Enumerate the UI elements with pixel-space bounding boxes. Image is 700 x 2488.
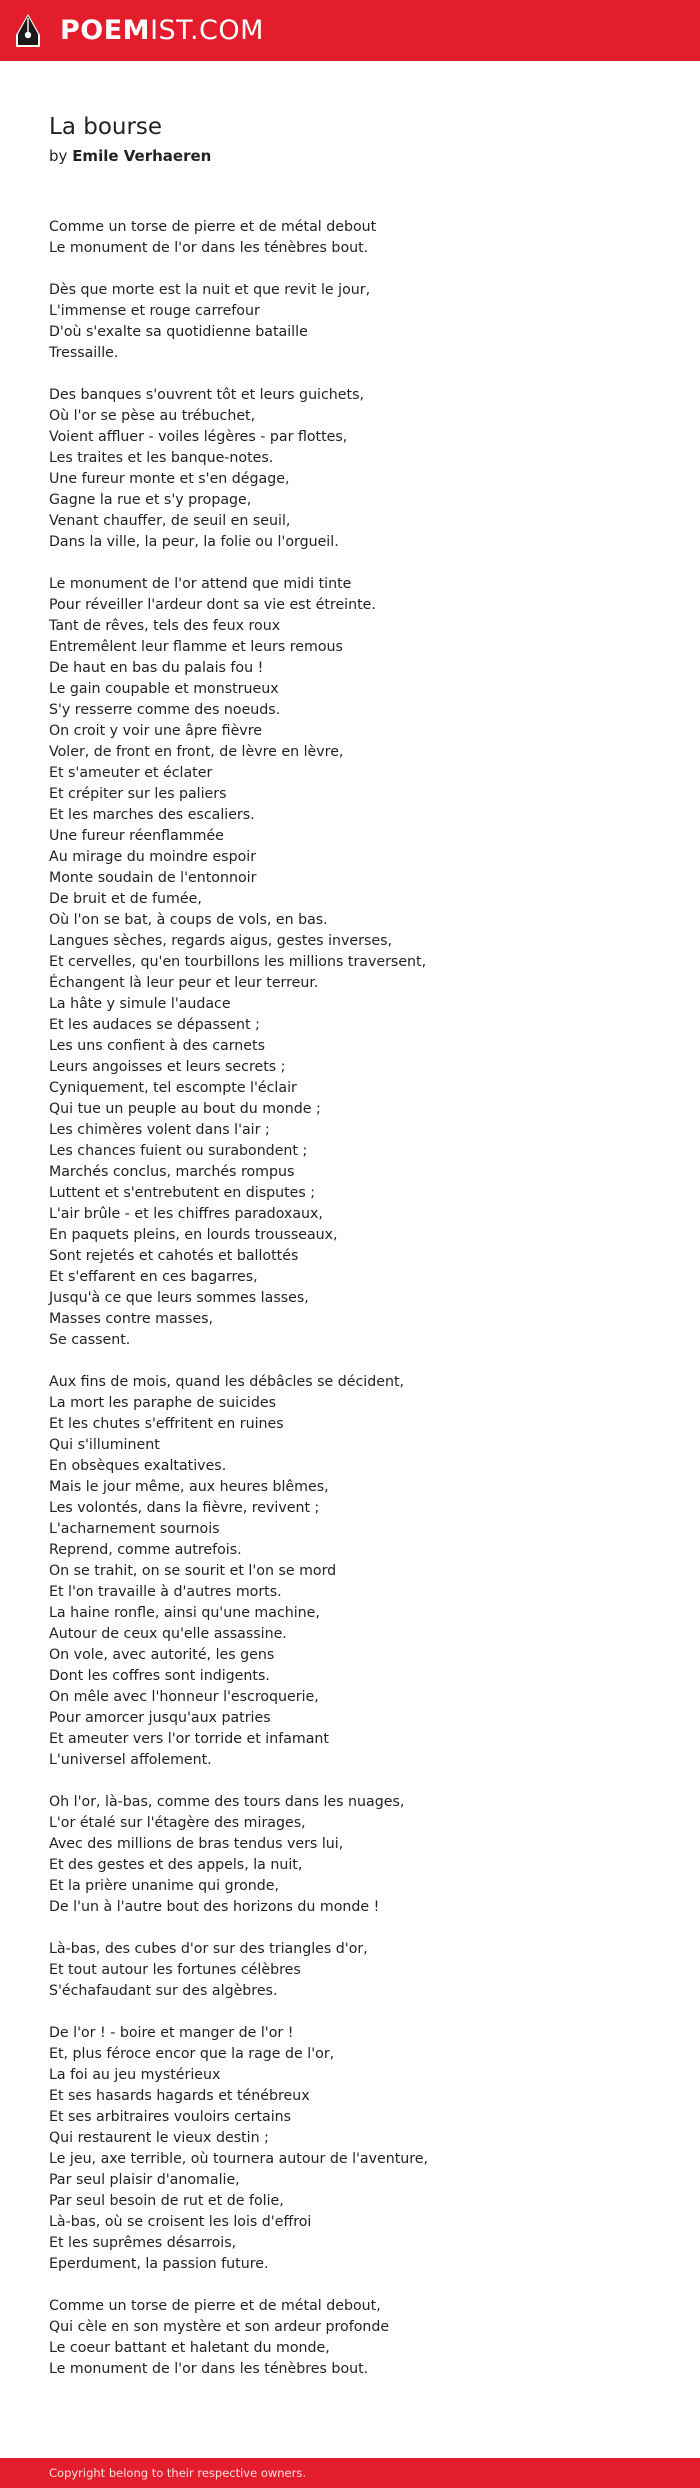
poem-line: Et, plus féroce encor que la rage de l'or, — [49, 2046, 335, 2062]
poem-line: Le monument de l'or dans les ténèbres bout. — [49, 240, 369, 256]
poem-line: Comme un torse de pierre et de métal debout, — [49, 2298, 381, 2314]
poem-line: Où l'or se pèse au trébuchet, — [49, 408, 256, 424]
poem-line: De l'un à l'autre bout des horizons du monde ! — [49, 1899, 380, 1915]
poem-line: Des banques s'ouvrent tôt et leurs guichets, — [49, 387, 364, 403]
poem-line: Masses contre masses, — [49, 1311, 214, 1327]
poem-line: Et l'on travaille à d'autres morts. — [49, 1584, 282, 1600]
poem-line: Gagne la rue et s'y propage, — [49, 492, 252, 508]
poem-line: L'immense et rouge carrefour — [49, 303, 260, 319]
poem-line: Au mirage du moindre espoir — [49, 849, 257, 865]
poem-line: Reprend, comme autrefois. — [49, 1542, 242, 1558]
poem-line: La foi au jeu mystérieux — [49, 2067, 221, 2083]
poem-line: De l'or ! - boire et manger de l'or ! — [49, 2025, 294, 2041]
poem-line: En paquets pleins, en lourds trousseaux, — [49, 1227, 338, 1243]
poem-line: L'universel affolement. — [49, 1752, 212, 1768]
poem-line: Et les chutes s'effritent en ruines — [49, 1416, 284, 1432]
poem-line: Dès que morte est la nuit et que revit le jour, — [49, 282, 371, 298]
poem-line: Et ses arbitraires vouloirs certains — [49, 2109, 292, 2125]
poem-line: Les chimères volent dans l'air ; — [49, 1122, 270, 1138]
poem-line: Jusqu'à ce que leurs sommes lasses, — [49, 1290, 309, 1306]
poem-line: Qui s'illuminent — [49, 1437, 160, 1453]
stanza — [49, 280, 669, 364]
poem-line: Tressaille. — [49, 345, 119, 361]
poem-line: Qui tue un peuple au bout du monde ; — [49, 1101, 321, 1117]
poem-line: Mais le jour même, aux heures blêmes, — [49, 1479, 329, 1495]
stanza — [49, 574, 669, 1351]
poem-line: Et la prière unanime qui gronde, — [49, 1878, 280, 1894]
poem-line: Marchés conclus, marchés rompus — [49, 1164, 295, 1180]
poem-line: Là-bas, où se croisent les lois d'effroi — [49, 2214, 312, 2230]
byline-prefix: by — [49, 147, 68, 165]
poem-line: Oh l'or, là-bas, comme des tours dans les nuages, — [49, 1794, 405, 1810]
brand-name — [60, 13, 264, 49]
poem-line: Une fureur monte et s'en dégage, — [49, 471, 290, 487]
poem-line: La haine ronfle, ainsi qu'une machine, — [49, 1605, 320, 1621]
poem-line: Le monument de l'or dans les ténèbres bout. — [49, 2361, 369, 2377]
brand-light: IST.COM — [150, 15, 264, 46]
poem-line: Comme un torse de pierre et de métal debout — [49, 219, 377, 235]
poem-line: Et des gestes et des appels, la nuit, — [49, 1857, 303, 1873]
poem-line: Et ameuter vers l'or torride et infamant — [49, 1731, 329, 1747]
poem-line: S'échafaudant sur des algèbres. — [49, 1983, 278, 1999]
poem-line: Une fureur réenflammée — [49, 828, 224, 844]
poem-line: Les traites et les banque-notes. — [49, 450, 274, 466]
poem-line: Avec des millions de bras tendus vers lui, — [49, 1836, 344, 1852]
poem-line: Voient affluer - voiles légères - par flottes, — [49, 429, 348, 445]
poem-line: Monte soudain de l'entonnoir — [49, 870, 257, 886]
poem-line: D'où s'exalte sa quotidienne bataille — [49, 324, 308, 340]
poem-line: Pour amorcer jusqu'aux patries — [49, 1710, 271, 1726]
poem-line: Qui cèle en son mystère et son ardeur profonde — [49, 2319, 390, 2335]
poem-line: Les volontés, dans la fièvre, revivent ; — [49, 1500, 320, 1516]
poem-line: Les uns confient à des carnets — [49, 1038, 265, 1054]
poem-line: Et les suprêmes désarrois, — [49, 2235, 237, 2251]
poem-line: De bruit et de fumée, — [49, 891, 202, 907]
poem-line: Dans la ville, la peur, la folie ou l'orgueil. — [49, 534, 339, 550]
poem-line: En obsèques exaltatives. — [49, 1458, 227, 1474]
stanza — [49, 1792, 669, 1918]
poem-line: Cyniquement, tel escompte l'éclair — [49, 1080, 297, 1096]
poem-line: On vole, avec autorité, les gens — [49, 1647, 275, 1663]
poem-line: Où l'on se bat, à coups de vols, en bas. — [49, 912, 328, 928]
stanza — [49, 385, 669, 553]
poem-line: On croit y voir une âpre fièvre — [49, 723, 262, 739]
poem-line: Aux fins de mois, quand les débâcles se décident, — [49, 1374, 405, 1390]
stanza — [49, 1372, 669, 1771]
poem-body — [49, 217, 669, 2401]
poem-line: Dont les coffres sont indigents. — [49, 1668, 270, 1684]
poem-line: Venant chauffer, de seuil en seuil, — [49, 513, 291, 529]
poem-line: On mêle avec l'honneur l'escroquerie, — [49, 1689, 319, 1705]
copyright-notice: Copyright belong to their respective owners. — [49, 2466, 307, 2480]
poem-line: Le gain coupable et monstrueux — [49, 681, 279, 697]
poem-line: La hâte y simule l'audace — [49, 996, 231, 1012]
poem-line: Et crépiter sur les paliers — [49, 786, 227, 802]
poem-line: Entremêlent leur flamme et leurs remous — [49, 639, 343, 655]
author-name[interactable]: Emile Verhaeren — [72, 147, 212, 165]
poem-line: L'acharnement sournois — [49, 1521, 220, 1537]
poem-line: Par seul besoin de rut et de folie, — [49, 2193, 284, 2209]
poem-line: Eperdument, la passion future. — [49, 2256, 269, 2272]
poem-line: Luttent et s'entrebutent en disputes ; — [49, 1185, 316, 1201]
stanza — [49, 217, 669, 259]
poem-line: Voler, de front en front, de lèvre en lèvre, — [49, 744, 344, 760]
poem-line: De haut en bas du palais fou ! — [49, 660, 264, 676]
poem-line: Et s'effarent en ces bagarres, — [49, 1269, 258, 1285]
poem-line: On se trahit, on se sourit et l'on se mord — [49, 1563, 337, 1579]
site-footer — [0, 2458, 700, 2488]
byline — [49, 146, 211, 166]
site-logo[interactable] — [14, 13, 264, 49]
poem-line: Se cassent. — [49, 1332, 131, 1348]
poem-line: L'or étalé sur l'étagère des mirages, — [49, 1815, 306, 1831]
pen-nib-icon — [14, 13, 42, 49]
poem-line: Par seul plaisir d'anomalie, — [49, 2172, 240, 2188]
poem-line: S'y resserre comme des noeuds. — [49, 702, 281, 718]
poem-line: Et s'ameuter et éclater — [49, 765, 213, 781]
poem-line: Qui restaurent le vieux destin ; — [49, 2130, 269, 2146]
poem-line: Là-bas, des cubes d'or sur des triangles d'or, — [49, 1941, 368, 1957]
poem-heading — [49, 112, 211, 166]
stanza — [49, 2296, 669, 2380]
poem-line: Pour réveiller l'ardeur dont sa vie est étreinte. — [49, 597, 376, 613]
brand-bold: POEM — [60, 15, 151, 46]
poem-line: Langues sèches, regards aigus, gestes inverses, — [49, 933, 392, 949]
poem-title: La bourse — [49, 114, 163, 140]
poem-line: Et cervelles, qu'en tourbillons les millions traversent, — [49, 954, 427, 970]
poem-line: Le monument de l'or attend que midi tinte — [49, 576, 352, 592]
poem-line: Autour de ceux qu'elle assassine. — [49, 1626, 287, 1642]
poem-line: Le jeu, axe terrible, où tournera autour de l'aventure, — [49, 2151, 429, 2167]
poem-line: Échangent là leur peur et leur terreur. — [49, 975, 319, 991]
poem-line: Les chances fuient ou surabondent ; — [49, 1143, 308, 1159]
poem-line: Leurs angoisses et leurs secrets ; — [49, 1059, 286, 1075]
stanza — [49, 1939, 669, 2002]
poem-line: Tant de rêves, tels des feux roux — [49, 618, 281, 634]
site-header — [0, 0, 700, 61]
poem-line: Et les audaces se dépassent ; — [49, 1017, 260, 1033]
poem-line: Et les marches des escaliers. — [49, 807, 255, 823]
poem-line: Et ses hasards hagards et ténébreux — [49, 2088, 310, 2104]
stanza — [49, 2023, 669, 2275]
poem-line: L'air brûle - et les chiffres paradoxaux, — [49, 1206, 323, 1222]
poem-line: Le coeur battant et haletant du monde, — [49, 2340, 330, 2356]
poem-line: Sont rejetés et cahotés et ballottés — [49, 1248, 299, 1264]
poem-line: La mort les paraphe de suicides — [49, 1395, 276, 1411]
poem-line: Et tout autour les fortunes célèbres — [49, 1962, 301, 1978]
